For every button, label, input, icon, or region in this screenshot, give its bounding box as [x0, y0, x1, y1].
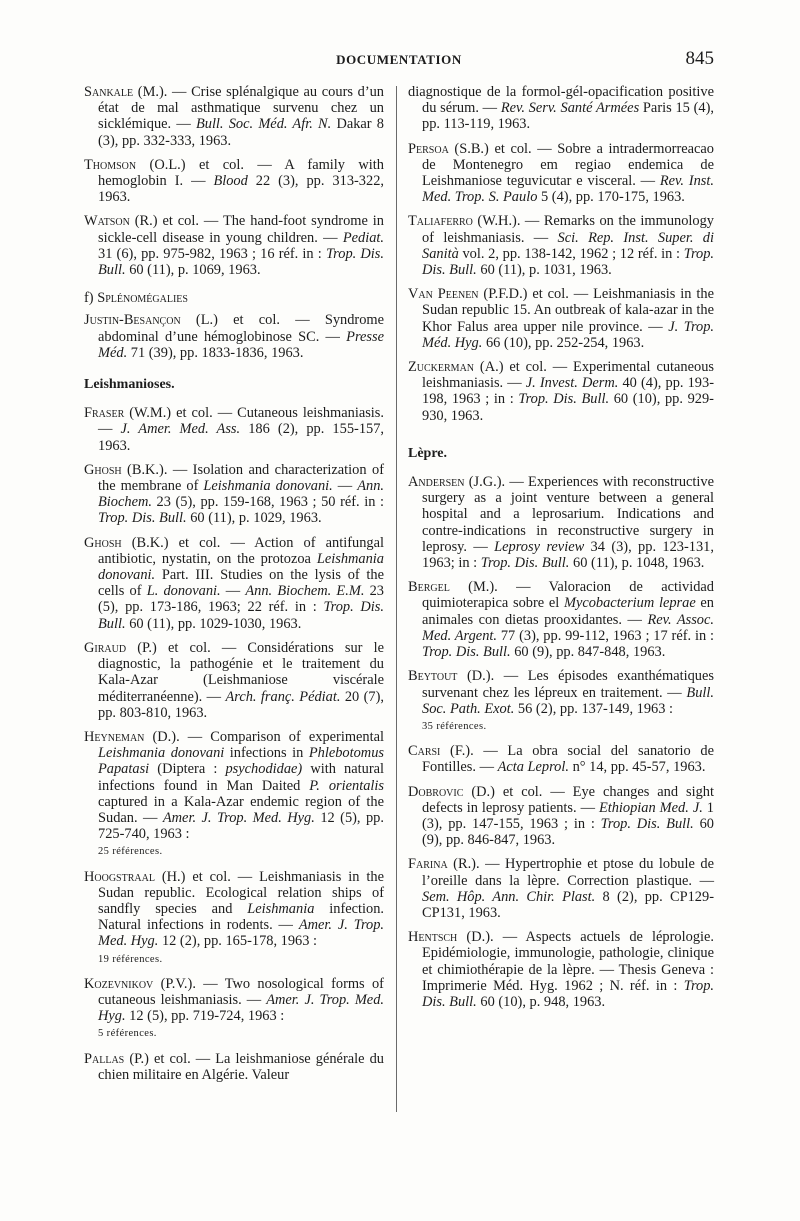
entry-author: Heyneman (D.). — [84, 728, 180, 745]
entry-author: Ghosh (B.K.). — [84, 461, 168, 478]
bibliography-entry — [408, 474, 714, 571]
entry-journal: Rev. Serv. Santé Armées — [500, 100, 640, 117]
entry-group — [408, 474, 714, 1010]
bibliography-entry — [84, 729, 384, 861]
entry-author: Hentsch (D.). — [408, 929, 494, 946]
entry-author: Sankale (M.). — [84, 84, 168, 100]
page-header — [84, 50, 714, 72]
entry-text: captured in a Kala-Azar endemic region of the Sudan. — — [98, 793, 384, 826]
entry-text: 12 (2), pp. 165-178, 1963 : — [158, 933, 318, 950]
section-heading: Leishmanioses. — [84, 377, 175, 393]
entry-journal: J. Trop. Méd. Hyg. — [422, 318, 714, 351]
entry-author: Beytout (D.). — [408, 668, 495, 685]
entry-text: n° 14, pp. 45-57, 1963. — [568, 759, 706, 776]
bibliography-entry — [84, 213, 384, 278]
bibliography-entry — [408, 359, 714, 424]
left-column — [84, 84, 384, 1091]
entry-text: et col. — Leishmaniasis in the Sudan republic 15. An outbreak of kala-azar in the Khor Falus area upper nile province. — — [422, 286, 714, 335]
entry-journal: Trop. Dis. Bull. — [480, 555, 570, 572]
entry-text: 23 (5), pp. 159-168, 1963 ; 50 réf. in : — [151, 494, 384, 511]
entry-journal: Leishmania donovani. — [98, 550, 384, 584]
entry-journal: Trop. Dis. Bull. — [422, 644, 511, 661]
entry-journal: Amer. J. Trop. Med. Hyg. — [98, 991, 384, 1025]
entry-journal: Leishmania — [247, 900, 315, 917]
entry-group — [84, 84, 384, 278]
entry-text: 60 (11), p. 1029, 1963. — [186, 510, 322, 527]
entry-text: 23 (5), pp. 173-186, 1963; 22 réf. in : — [98, 583, 384, 616]
entry-author: Dobrovic (D.) — [408, 783, 495, 800]
bibliography-entry — [408, 929, 714, 1010]
entry-text: — Valoracion de actividad quimioterapica sobre el — [422, 579, 714, 612]
entry-references: 5 références. — [98, 1028, 157, 1040]
entry-text: — — [220, 583, 246, 600]
entry-text: et col. — Sobre a intradermorreacao de Montenegro em regiao endemica de Leishmaniose teguvicutar e visceral. — — [422, 140, 714, 190]
entry-journal: Presse Méd. — [98, 328, 384, 361]
entry-journal: Rev. Inst. Med. Trop. S. Paulo — [422, 173, 714, 206]
entry-references: 25 références. — [98, 846, 163, 858]
entry-group — [84, 312, 384, 361]
entry-author: Giraud (P.) — [84, 639, 157, 656]
bibliography-entry — [84, 869, 384, 968]
entry-text: 60 (11), p. 1069, 1963. — [125, 262, 261, 279]
entry-journal: Trop. Dis. Bull. — [98, 599, 385, 632]
entry-text: et col. — La leishmaniose générale du chien militaire en Algérie. Valeur — [98, 1050, 384, 1083]
entry-text: 60 (11), p. 1048, 1963. — [569, 555, 705, 572]
entry-author: Van Peenen (P.F.D.) — [408, 286, 528, 303]
entry-references: 35 références. — [422, 720, 487, 732]
entry-journal: Trop. Dis. Bull. — [518, 391, 610, 408]
bibliography-entry — [408, 784, 714, 849]
entry-author: Hoogstraal (H.) — [84, 868, 186, 885]
entry-author: Kozevnikov (P.V.). — [84, 975, 196, 992]
bibliography-entry — [408, 286, 714, 351]
entry-author: Ghosh (B.K.) — [84, 534, 169, 551]
entry-text: — Isolation and characterization of the membrane of — [98, 461, 384, 495]
right-column — [408, 84, 714, 1018]
entry-text: — Hypertrophie et ptose du lobule de l’oreille dans la lèpre. Correction plastique. — — [422, 856, 714, 889]
entry-journal: psychodidae) — [225, 761, 303, 778]
bibliography-entry — [408, 856, 714, 921]
bibliography-entry — [408, 213, 714, 278]
entry-journal: Ann. Biochem. — [98, 478, 385, 511]
entry-text: vol. 2, pp. 138-142, 1962 ; 12 réf. in : — [458, 245, 684, 262]
entry-text: 12 (5), pp. 725-740, 1963 : — [98, 809, 384, 843]
bibliography-entry — [84, 640, 384, 721]
entry-text: infection. Natural infections in rodents. — — [98, 900, 384, 934]
entry-text: — Remarks on the immunology of leishmaniasis. — — [422, 213, 714, 246]
bibliography-entry — [84, 462, 384, 527]
entry-author: Persoa (S.B.) — [408, 140, 489, 157]
entry-journal: Rev. Assoc. Med. Argent. — [422, 611, 714, 644]
entry-text: 8 (2), pp. CP129-CP131, 1963. — [422, 888, 714, 921]
entry-journal: Trop. Dis. Bull. — [600, 815, 694, 832]
bibliography-entry — [408, 743, 714, 775]
entry-text: et col. — A family with hemoglobin I. — — [98, 156, 384, 190]
entry-journal: Sem. Hôp. Ann. Chir. Plast. — [422, 888, 596, 905]
entry-references: 19 références. — [98, 953, 163, 965]
entry-journal: J. Amer. Med. Ass. — [120, 421, 241, 438]
entry-journal: Amer. J. Trop. Med. Hyg. — [98, 917, 384, 950]
entry-text: et col. — Leishmaniasis in the Sudan republic. Ecological relation ships of sandfly species and — [98, 868, 385, 917]
entry-text: 34 (3), pp. 123-131, 1963; in : — [422, 538, 714, 572]
bibliography-entry — [84, 976, 384, 1043]
entry-text: with natural infections found in Man Daited — [98, 761, 385, 794]
entry-text: 186 (2), pp. 155-157, 1963. — [98, 421, 384, 454]
entry-journal: Ethiopian Med. J. — [598, 799, 703, 816]
entry-text: et col. — Eye changes and sight defects in leprosy patients. — — [422, 783, 714, 816]
entry-author: Taliaferro (W.H.). — [408, 213, 521, 230]
running-title: DOCUMENTATION — [336, 52, 462, 67]
entry-text: 60 (10), pp. 929-930, 1963. — [422, 391, 714, 424]
bibliography-entry — [84, 405, 384, 454]
entry-text: 60 (11), p. 1031, 1963. — [476, 262, 612, 279]
bibliography-entry — [84, 157, 384, 206]
entry-journal: Acta Leprol. — [497, 759, 569, 776]
entry-text: 60 (10), p. 948, 1963. — [476, 993, 606, 1010]
entry-text: 20 (7), pp. 803-810, 1963. — [98, 688, 384, 721]
bibliography-entry — [84, 84, 384, 149]
entry-journal: L. donovani. — [146, 583, 221, 600]
entry-author: Carsi (F.). — [408, 743, 474, 760]
entry-journal: Bull. Soc. Path. Exot. — [422, 684, 714, 717]
entry-journal: Leprosy review — [494, 538, 585, 555]
entry-text: 56 (2), pp. 137-149, 1963 : — [514, 700, 674, 717]
entry-author: Thomson (O.L.) — [84, 156, 186, 173]
entry-author: Zuckerman (A.) — [408, 359, 504, 376]
entry-journal: Trop. Dis. Bull. — [98, 510, 187, 527]
entry-journal: Amer. J. Trop. Med. Hyg. — [162, 809, 315, 826]
entry-text: 60 (11), pp. 1029-1030, 1963. — [125, 615, 302, 632]
entry-text: 12 (5), pp. 719-724, 1963 : — [125, 1008, 285, 1025]
entry-text: — Comparison of experimental — [179, 728, 384, 745]
entry-author: Pallas (P.) — [84, 1050, 149, 1067]
subsection-heading — [84, 290, 384, 306]
entry-text: 5 (4), pp. 170-175, 1963. — [537, 189, 685, 206]
subsection-prefix: f) — [84, 290, 98, 307]
entry-text: 60 (9), pp. 846-847, 1963. — [422, 815, 714, 849]
entry-text: Paris 15 (4), pp. 113-119, 1963. — [422, 100, 714, 133]
entry-text: — Two nosological forms of cutaneous leishmaniasis. — — [98, 975, 384, 1008]
entry-text: et col. — The hand-foot syndrome in sickle-cell disease in young children. — — [98, 213, 385, 246]
entry-text: — Les épisodes exanthématiques survenant chez les lépreux en traitement. — — [422, 668, 714, 701]
bibliography-entry — [84, 535, 384, 632]
entry-journal: Phlebotomus Papatasi — [98, 745, 384, 778]
entry-text: 31 (6), pp. 975-982, 1963 ; 16 réf. in : — [98, 245, 326, 262]
entry-author: Justin-Besançon (L.) — [84, 312, 218, 329]
entry-text: 22 (3), pp. 313-322, 1963. — [98, 173, 384, 206]
entry-text: diagnostique de la formol-gél-opacification positive du sérum. — — [408, 84, 714, 117]
entry-journal: Bull. Soc. Méd. Afr. N. — [195, 116, 332, 133]
entry-text: — — [332, 478, 358, 495]
entry-author: Farina (R.). — [408, 856, 480, 873]
entry-text: 1 (3), pp. 147-155, 1963 ; in : — [422, 799, 714, 832]
entry-author: Fraser (W.M.) — [84, 405, 172, 422]
entry-text: infections in — [224, 745, 309, 762]
column-divider — [396, 86, 397, 1112]
page-number: 845 — [685, 48, 714, 69]
entry-text: — Experiences with reconstructive surgery as a joint venture between a general hospital and a leprosarium. Indications and contre-indications in reconstructive surgery in leprosy. — — [422, 474, 714, 555]
entry-journal: Leishmania donovani — [98, 745, 225, 762]
entry-author: Bergel (M.). — [408, 579, 498, 596]
bibliography-entry — [84, 1051, 384, 1083]
entry-author: Andersen (J.G.). — [408, 474, 506, 491]
bibliography-entry — [84, 312, 384, 361]
entry-journal: Arch. franç. Pédiat. — [225, 688, 341, 705]
bibliography-entry — [408, 579, 714, 660]
entry-text: en animales con dietas prooxidantes. — — [422, 595, 714, 628]
entry-journal: Pediat. — [342, 229, 384, 246]
entry-journal: P. orientalis — [309, 777, 385, 794]
section-heading: Lèpre. — [408, 445, 448, 461]
entry-journal: Leishmania donovani. — [203, 478, 333, 495]
entry-text: Part. III. Studies on the lysis of the cells of — [98, 567, 384, 600]
entry-text: et col. — Experimental cutaneous leishmaniasis. — — [422, 359, 714, 392]
entry-journal: Trop. Dis. Bull. — [422, 977, 714, 1010]
bibliography-entry — [408, 668, 714, 735]
entry-text: 66 (10), pp. 252-254, 1963. — [482, 334, 645, 351]
entry-author: Watson (R.) — [84, 213, 158, 230]
entry-text: et col. — Cutaneous leishmaniasis. — — [98, 405, 384, 438]
entry-group — [408, 84, 714, 424]
entry-text: et col. — Considérations sur le diagnostic, la pathogénie et le traitement du Kala-Azar (Leishmaniose viscérale méditerranéenne). — — [98, 639, 384, 705]
entry-journal: Blood — [213, 173, 248, 190]
entry-text: — Crise splénalgique au cours d’un état de mal asthmatique survenu chez un sicklémique. — — [98, 84, 385, 133]
entry-text: Dakar 8 (3), pp. 332-333, 1963. — [98, 116, 384, 149]
entry-text: 77 (3), pp. 99-112, 1963 ; 17 réf. in : — [497, 627, 714, 644]
entry-text: et col. — Syndrome abdominal d’une hémoglobinose SC. — — [98, 312, 384, 345]
bibliography-entry — [408, 84, 714, 133]
entry-journal: J. Invest. Derm. — [525, 375, 619, 392]
entry-journal: Sci. Rep. Inst. Super. di Sanità — [422, 229, 715, 262]
entry-text: 60 (9), pp. 847-848, 1963. — [510, 644, 666, 661]
entry-journal: Ann. Biochem. E.M. — [245, 583, 365, 600]
entry-text: et col. — Action of antifungal antibiotic, nystatin, on the protozoa — [98, 534, 384, 567]
entry-journal: Mycobacterium leprae — [563, 595, 696, 612]
entry-journal: Trop. Dis. Bull. — [422, 245, 714, 279]
entry-journal: Trop. Dis. Bull. — [98, 245, 384, 279]
entry-text: (Diptera : — [149, 761, 226, 778]
entry-text: 71 (39), pp. 1833-1836, 1963. — [127, 344, 304, 361]
entry-text: — La obra social del sanatorio de Fontilles. — — [422, 743, 714, 776]
bibliography-entry — [408, 141, 714, 206]
entry-text: — Aspects actuels de léprologie. Epidémiologie, immunologie, pathologie, clinique et chimiothérapie de la lèpre. — Thesis Geneva : Imprimerie Méd. Hyg. 1962 ; N. réf. in : — [422, 929, 714, 994]
subsection-label: Splénomégalies — [97, 290, 188, 307]
entry-group — [84, 405, 384, 1083]
entry-text: 40 (4), pp. 193-198, 1963 ; in : — [422, 375, 714, 408]
